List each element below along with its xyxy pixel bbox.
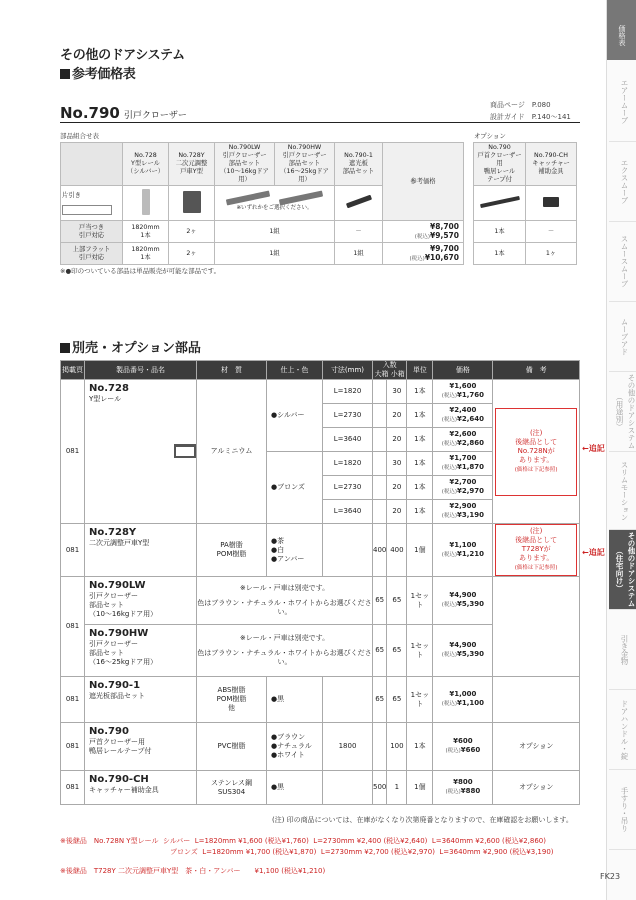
price-value: ¥4,900 (449, 591, 477, 599)
footnote: (注) 印の商品については、在庫がなくなり次第廃番となりますので、在庫確認をお願いします。 (272, 816, 573, 824)
discontinued-note (495, 524, 577, 576)
unit-cell: 1本 (407, 452, 433, 476)
row-wheel: 2ヶ (169, 243, 215, 265)
size-cell: L=2730 (323, 476, 373, 500)
page-heading: その他のドアシステム (60, 48, 185, 63)
price-cell (433, 404, 493, 428)
qty-small-cell: 20 (387, 428, 407, 452)
combo-header-lw: No.790LW 引戸クローザー 部品セット （10～16kgドア用） (215, 143, 275, 186)
product-cell (85, 723, 197, 771)
product-name: キャッチャー補助金具 (89, 786, 159, 794)
tax-label: (税込) (445, 789, 461, 795)
unit-cell: 1セット (407, 677, 433, 723)
finish-cell: ●ブロンズ (267, 452, 323, 524)
col-price: 価格 (433, 361, 493, 380)
qty-big-cell (373, 476, 387, 500)
model-title (60, 104, 187, 122)
price-value: ¥2,400 (449, 406, 477, 414)
qty-small-cell: 30 (387, 380, 407, 404)
tab-handle-lock[interactable]: ドアハンドル・錠 (609, 690, 636, 770)
tab-slim-motion[interactable]: スリムモーション (609, 452, 636, 530)
combo-header-price: 参考価格 (383, 143, 464, 221)
model-number: No.790 (60, 104, 120, 122)
finish-cell: ●茶 ●白 ●アンバー (267, 524, 323, 577)
price-tax-value: ¥2,860 (457, 439, 485, 447)
opt-row-rail: 1本 (474, 221, 526, 243)
unit-cell: 1本 (407, 428, 433, 452)
size-cell (323, 524, 373, 577)
price-tax-value: ¥10,670 (424, 252, 459, 262)
col-unit: 単位 (407, 361, 433, 380)
product-name: 引戸クローザー 部品セット （16～25kgドア用） (89, 640, 158, 666)
append-tag-text: 追記 (588, 548, 605, 557)
remark-cell (493, 677, 580, 723)
price-value: ¥600 (453, 737, 473, 745)
finish-cell: ●黒 (267, 677, 323, 723)
col-size: 寸法(mm) (323, 361, 373, 380)
size-cell: L=3640 (323, 500, 373, 524)
col-qty: 入数 大箱 小箱 (373, 361, 407, 380)
succ-price: L=3640mm ¥2,600 (税込¥2,860) (431, 837, 546, 845)
note-sub: (価格は下記参照) (514, 466, 558, 473)
product-cell (85, 577, 197, 625)
memo-cell (197, 625, 373, 677)
price-value: ¥2,700 (449, 478, 477, 486)
page-number: FK23 (600, 872, 621, 881)
model-name: 引戸クローザー (123, 111, 187, 121)
memo-line: ※レール・戸車は別売です。 (239, 584, 330, 592)
row-shade: － (335, 221, 383, 243)
append-tag: ←追記 (582, 548, 605, 557)
note-text: (注) 後継品として No.728Nが あります。 (515, 428, 558, 464)
square-bullet-icon (60, 343, 70, 353)
price-value: ¥2,900 (449, 502, 477, 510)
opt-row-rail: 1本 (474, 243, 526, 265)
tax-label: (税込) (441, 417, 458, 423)
row-rail: 1820mm 1本 (123, 243, 169, 265)
price-value: ¥800 (453, 778, 473, 786)
price-cell (433, 476, 493, 500)
unit-cell: 1個 (407, 524, 433, 577)
col-finish: 仕上・色 (267, 361, 323, 380)
material-cell: ステンレス鋼 SUS304 (197, 771, 267, 805)
price-cell (433, 723, 493, 771)
qty-small-cell: 100 (387, 723, 407, 771)
tax-label: (税込) (441, 602, 458, 608)
material-cell: PVC樹脂 (197, 723, 267, 771)
product-name: 戸首クローザー用 鴨居レールテープ付 (89, 738, 152, 755)
qty-big-cell (373, 723, 387, 771)
opt-header-rail: No.790 戸首クローザー用 鴨居レール テープ付 (474, 143, 526, 186)
combo-table (60, 142, 464, 265)
combo-label: 部品組合せ表 (60, 132, 99, 140)
qty-big-cell: 65 (373, 577, 387, 625)
combo-header-rail: No.728 Y型レール （シルバー） (123, 143, 169, 186)
qty-big-cell (373, 380, 387, 404)
product-cell (85, 771, 197, 805)
tab-smooth-move[interactable]: スムースムーブ (609, 222, 636, 302)
page-cell: 081 (61, 577, 85, 677)
page-cell: 081 (61, 677, 85, 723)
unit-cell: 1本 (407, 723, 433, 771)
product-number: No.728Y (89, 527, 137, 538)
row-label: 上部フラット 引戸対応 (61, 243, 123, 265)
design-ref: 設計ガイド P.140～141 (490, 113, 571, 121)
tab-other-door-use[interactable]: その他のドアシステム（用途別） (609, 372, 636, 452)
tab-handrail[interactable]: 手すり・吊り (609, 770, 636, 850)
tax-label: (税込) (409, 255, 425, 262)
qty-small-cell: 400 (387, 524, 407, 577)
opt-row-catcher: － (526, 221, 577, 243)
tab-air-move[interactable]: エアームーブ (609, 62, 636, 142)
price-value: ¥4,900 (449, 641, 477, 649)
option-table (473, 142, 577, 265)
product-name: 二次元調整戸車Y型 (89, 539, 150, 547)
qty-small-cell: 65 (387, 677, 407, 723)
unit-cell: 1本 (407, 380, 433, 404)
qty-big-cell: 400 (373, 524, 387, 577)
row-price (383, 243, 464, 265)
qty-big-cell: 65 (373, 677, 387, 723)
row-set: 1組 (215, 221, 335, 243)
closer-hw-icon (278, 190, 322, 205)
tab-door-hardware[interactable]: 引き金物 (609, 610, 636, 690)
succ-price: L=1820mm ¥1,600 (税込¥1,760) (194, 837, 309, 845)
row-wheel: 2ヶ (169, 221, 215, 243)
price-value: ¥9,700 (430, 243, 459, 253)
price-tax-value: ¥3,190 (457, 511, 485, 519)
shade-icon (345, 195, 371, 209)
succ-price: L=1820mm ¥1,700 (税込¥1,870) (202, 848, 317, 856)
price-value: ¥1,600 (449, 382, 477, 390)
col-material: 材 質 (197, 361, 267, 380)
tax-label: (税込) (441, 465, 458, 471)
qty-small-cell: 20 (387, 500, 407, 524)
qty-big-cell (373, 500, 387, 524)
unit-cell: 1セット (407, 577, 433, 625)
opt-rail-image (474, 186, 526, 221)
note-sub: (価格は下記参照) (514, 565, 558, 571)
qty-small-cell: 1 (387, 771, 407, 805)
price-cell (433, 524, 493, 577)
finish-cell: ●ブラウン ●ナチュラル ●ホワイト (267, 723, 323, 771)
row-price (383, 221, 464, 243)
material-cell: ABS樹脂 POM樹脂 他 (197, 677, 267, 723)
qty-big-cell: 65 (373, 625, 387, 677)
product-number: No.790HW (89, 628, 149, 639)
price-value: ¥1,700 (449, 454, 477, 462)
succ-price: L=3640mm ¥2,900 (税込¥3,190) (439, 848, 554, 856)
page-cell: 081 (61, 771, 85, 805)
material-cell: PA樹脂 POM樹脂 (197, 524, 267, 577)
size-cell (323, 677, 373, 723)
page-cell: 081 (61, 380, 85, 524)
price-tax-value: ¥880 (460, 787, 481, 795)
option-label: オプション (474, 132, 506, 140)
col-product: 製品番号・品名 (85, 361, 197, 380)
price-tax-value: ¥9,570 (430, 230, 459, 240)
tax-label: (税込) (414, 233, 431, 240)
closer-image-cell (215, 186, 335, 221)
square-bullet-icon (60, 69, 70, 79)
append-tag: ←追記 (582, 444, 605, 453)
succ-lead: ※後継品 No.728N Y型レール (60, 837, 159, 845)
tax-label: (税込) (441, 652, 458, 658)
product-number: No.728 (89, 383, 129, 394)
price-tax-value: ¥1,100 (457, 699, 485, 707)
price-cell (433, 771, 493, 805)
product-number: No.790LW (89, 580, 146, 591)
row-label: 戸当つき 引戸対応 (61, 221, 123, 243)
opt-header-catcher: No.790-CH キャッチャー 補助金具 (526, 143, 577, 186)
section-title (60, 337, 201, 356)
unit-cell: 1本 (407, 404, 433, 428)
product-name: 遮光板部品セット (89, 692, 145, 700)
opt-row-catcher: 1ヶ (526, 243, 577, 265)
note-text: (注) 後継品として T728Yが あります。 (515, 527, 558, 562)
succ-color: ブロンズ (170, 848, 198, 856)
size-cell: L=1820 (323, 452, 373, 476)
row-rail: 1820mm 1本 (123, 221, 169, 243)
product-number: No.790-CH (89, 774, 149, 785)
product-number: No.790 (89, 726, 129, 737)
remark-cell (493, 524, 580, 577)
page-cell: 081 (61, 723, 85, 771)
remark-cell: オプション (493, 723, 580, 771)
discontinued-note (495, 408, 577, 496)
price-value: ¥2,600 (449, 430, 477, 438)
wheel-image-cell (169, 186, 215, 221)
price-cell (433, 452, 493, 476)
tax-label: (税込) (441, 551, 458, 558)
qty-small-cell: 65 (387, 577, 407, 625)
price-cell (433, 428, 493, 452)
tax-label: (税込) (445, 748, 461, 754)
succ-color: シルバー (162, 837, 191, 845)
memo-line: ※レール・戸車は別売です。 (239, 634, 330, 642)
price-tax-value: ¥2,970 (457, 487, 485, 495)
product-name: Y型レール (89, 395, 122, 403)
tax-label: (税込) (441, 489, 458, 495)
product-cell (85, 524, 197, 577)
price-tax-value: ¥660 (460, 746, 481, 754)
price-cell (433, 577, 493, 625)
either-note: ※いずれかをご選択ください。 (236, 204, 313, 211)
opt-catcher-image (526, 186, 577, 221)
combo-header-hw: No.790HW 引戸クローザー 部品セット （16～25kgドア用） (275, 143, 335, 186)
unit-cell: 1セット (407, 625, 433, 677)
size-cell (323, 771, 373, 805)
tab-ex-move[interactable]: エクスムーブ (609, 142, 636, 222)
tab-other-door-house[interactable]: その他のドアシステム（住宅向け） (609, 530, 636, 610)
page-cell: 081 (61, 524, 85, 577)
succ-price: L=2730mm ¥2,400 (税込¥2,640) (313, 837, 428, 845)
price-tax-value: ¥5,390 (457, 650, 485, 658)
product-cell (85, 677, 197, 723)
qty-big-cell (373, 452, 387, 476)
page-subheading (60, 63, 136, 82)
tab-move-ad[interactable]: ムーブアド (609, 302, 636, 372)
price-value: ¥8,700 (430, 221, 459, 231)
size-cell: L=2730 (323, 404, 373, 428)
finish-cell: ●黒 (267, 771, 323, 805)
page-references (490, 99, 571, 123)
qty-big-cell (373, 428, 387, 452)
successor-1 (60, 836, 600, 858)
price-tax-value: ¥5,390 (457, 600, 485, 608)
price-cell (433, 677, 493, 723)
qty-small-cell: 65 (387, 625, 407, 677)
sidebar-head: 価格表 (607, 0, 636, 60)
remark-cell: オプション (493, 771, 580, 805)
katabiki-cell (61, 186, 123, 221)
product-number: No.790-1 (89, 680, 141, 691)
price-tax-value: ¥2,640 (457, 415, 485, 423)
sidebar (606, 0, 636, 900)
price-cell (433, 625, 493, 677)
catcher-icon (543, 197, 559, 207)
tax-label: (税込) (441, 701, 458, 707)
rail-icon (142, 189, 150, 215)
price-tax-value: ¥1,870 (457, 463, 485, 471)
finish-cell: ●シルバー (267, 380, 323, 452)
tax-label: (税込) (441, 393, 458, 399)
catalog-ref: 商品ページ P.080 (490, 101, 551, 109)
material-cell: アルミニウム (197, 380, 267, 524)
qty-big-cell: 500 (373, 771, 387, 805)
product-cell (85, 625, 197, 677)
price-tax-value: ¥1,210 (457, 549, 485, 558)
price-value: ¥1,100 (449, 540, 477, 549)
tax-label: (税込) (441, 441, 458, 447)
unit-cell: 1個 (407, 771, 433, 805)
shade-image-cell (335, 186, 383, 221)
combo-header-shade: No.790-1 遮光板 部品セット (335, 143, 383, 186)
price-cell (433, 380, 493, 404)
memo-line: 色はブラウン・ナチュラル・ホワイトからお選びください。 (197, 599, 372, 616)
successor-2: ※後継品 T728Y 二次元調整戸車Y型 茶・白・アンバー ¥1,100 (税込¥1,210) (60, 867, 326, 875)
unit-cell: 1本 (407, 476, 433, 500)
product-name: 引戸クローザー 部品セット （10～16kgドア用） (89, 592, 158, 618)
rail-image-cell (123, 186, 169, 221)
qty-big-cell (373, 404, 387, 428)
combo-note: ※●印のついている部品は単品販売が可能な部品です。 (60, 267, 221, 275)
remark-cell (493, 380, 580, 524)
rail-tape-icon (480, 196, 520, 208)
qty-small-cell: 30 (387, 452, 407, 476)
col-remark: 備 考 (493, 361, 580, 380)
combo-header-wheel: No.728Y 二次元調整 戸車Y型 (169, 143, 215, 186)
append-tag-text: 追記 (588, 444, 605, 453)
divider (60, 122, 580, 123)
row-shade: 1組 (335, 243, 383, 265)
col-page: 掲載頁 (61, 361, 85, 380)
memo-line: 色はブラウン・ナチュラル・ホワイトからお選びください。 (197, 649, 372, 666)
product-cell (85, 380, 197, 524)
tax-label: (税込) (441, 513, 458, 519)
parts-table (60, 360, 580, 805)
section-title-text: 別売・オプション部品 (72, 341, 201, 356)
door-diagram-icon (62, 205, 112, 215)
remark-cell (493, 577, 580, 677)
y-rail-icon (174, 444, 196, 458)
price-value: ¥1,000 (449, 690, 477, 698)
katabiki-label: 片引き (62, 191, 81, 199)
qty-small-cell: 20 (387, 476, 407, 500)
size-cell: 1800 (323, 723, 373, 771)
price-tax-value: ¥1,760 (457, 391, 485, 399)
size-cell: L=3640 (323, 428, 373, 452)
unit-cell: 1本 (407, 500, 433, 524)
size-cell: L=1820 (323, 380, 373, 404)
subheading-text: 参考価格表 (72, 67, 136, 82)
memo-cell (197, 577, 373, 625)
qty-small-cell: 20 (387, 404, 407, 428)
succ-price: L=2730mm ¥2,700 (税込¥2,970) (320, 848, 435, 856)
combo-header-blank (61, 143, 123, 186)
wheel-icon (183, 191, 201, 213)
price-cell (433, 500, 493, 524)
row-set: 1組 (215, 243, 335, 265)
closer-lw-icon (226, 190, 270, 205)
